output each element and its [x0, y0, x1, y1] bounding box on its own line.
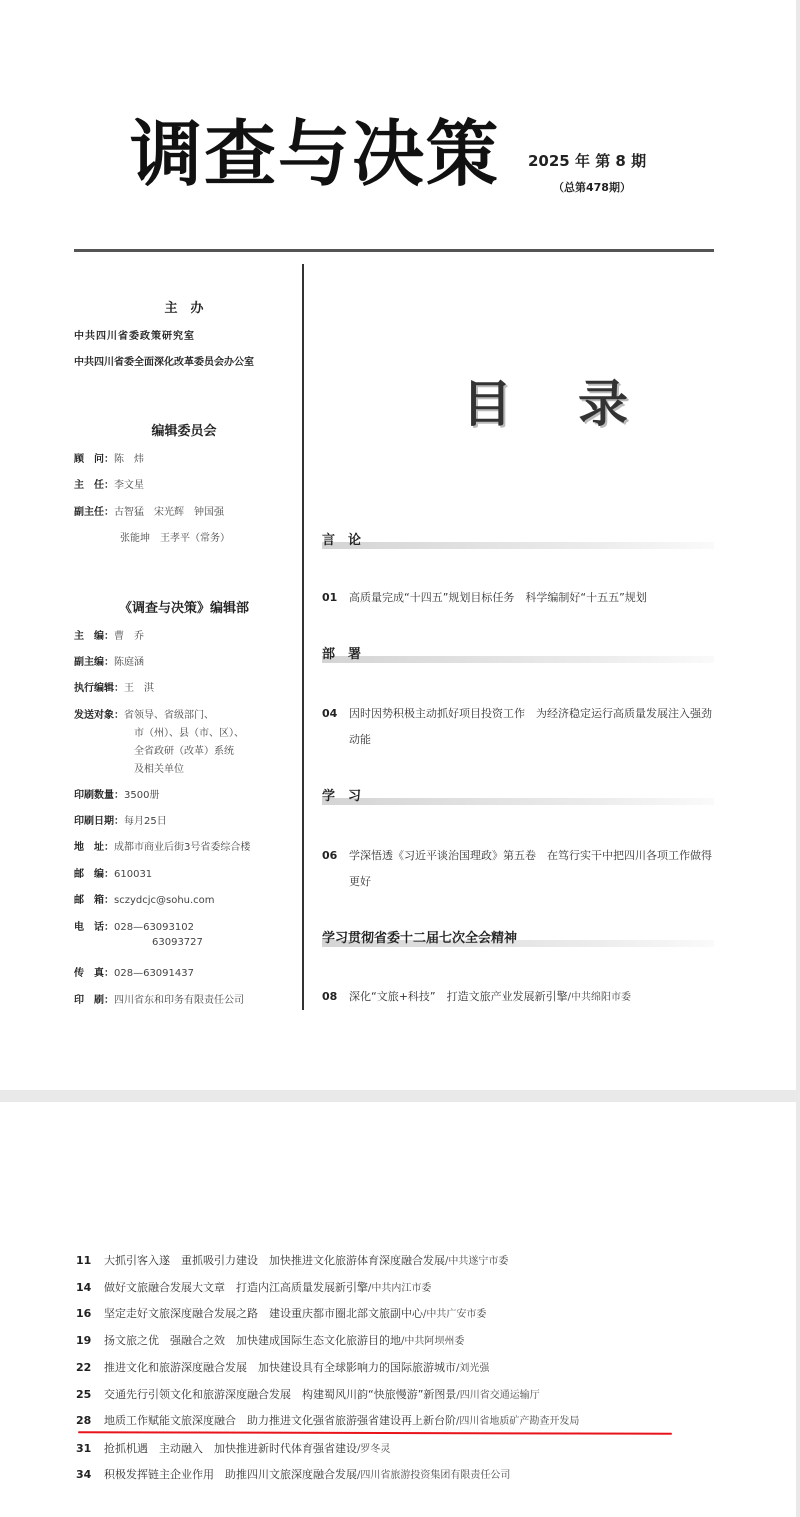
- editorial-title: 《调查与决策》编辑部: [118, 601, 249, 616]
- entry-author: /罗冬灵: [357, 1444, 391, 1455]
- send-continuation: 市（州）、县（市、区）、: [134, 728, 244, 739]
- row-label: 发送对象：: [74, 710, 124, 721]
- toc-category: [322, 529, 714, 549]
- editorial-row: [74, 627, 144, 642]
- row-value: 610031: [114, 869, 153, 880]
- entry-title: 抢抓机遇 主动融入 加快推进新时代体育强省建设: [104, 1442, 357, 1455]
- page-number: 04: [322, 707, 338, 720]
- category-label: 学 习: [322, 789, 362, 804]
- entry-author: /中共绵阳市委: [567, 992, 631, 1003]
- column-divider: [302, 264, 304, 1010]
- row-label: 印刷日期：: [74, 816, 124, 827]
- toc-title: 目 录: [462, 375, 636, 433]
- entry-author: /四川省旅游投资集团有限责任公司: [357, 1470, 511, 1481]
- row-label: 主 任：: [74, 480, 114, 491]
- issue-number: 2025 年 第 8 期: [528, 152, 647, 170]
- entry-title: [349, 984, 714, 1011]
- row-label: 邮 箱：: [74, 895, 114, 906]
- editorial-row: [74, 991, 244, 1006]
- row-value: 成都市商业后街3号省委综合楼: [114, 842, 251, 853]
- category-bar: [322, 542, 714, 549]
- row-label: 执行编辑：: [74, 683, 124, 694]
- editorial-row: [74, 653, 144, 668]
- toc-entry[interactable]: [76, 1252, 736, 1268]
- entry-title: 大抓引客入遂 重抓吸引力建设 加快推进文化旅游体育深度融合发展: [104, 1254, 445, 1267]
- committee-title: 编辑委员会: [151, 424, 217, 439]
- toc-entry[interactable]: [76, 1359, 736, 1375]
- row-value: 陈庭涵: [114, 657, 144, 668]
- toc-entry[interactable]: [76, 1466, 736, 1482]
- page-number: 16: [76, 1307, 92, 1320]
- row-label: 顾 问：: [74, 454, 114, 465]
- entry-author: /中共遂宁市委: [445, 1256, 509, 1267]
- committee-row: [74, 503, 224, 518]
- row-label: 地 址：: [74, 842, 114, 853]
- entry-author: /四川省地质矿产勘查开发局: [456, 1416, 580, 1427]
- entry-title: 做好文旅融合发展大文章 打造内江高质量发展新引擎: [104, 1281, 368, 1294]
- entry-title: 地质工作赋能文旅深度融合 助力推进文化强省旅游强省建设再上新台阶: [104, 1414, 456, 1427]
- toc-category: [322, 785, 714, 805]
- committee-row: [74, 476, 144, 491]
- entry-author: /四川省交通运输厅: [456, 1390, 540, 1401]
- editorial-row: [74, 838, 250, 853]
- row-value: 3500册: [124, 790, 160, 801]
- row-value: 王 淇: [124, 683, 154, 694]
- row-value: 028—63093102: [114, 922, 194, 933]
- category-bar: [322, 656, 714, 663]
- editorial-row: [74, 865, 152, 880]
- editorial-row: [74, 706, 214, 721]
- phone-continuation: 63093727: [152, 937, 203, 948]
- row-value: 曹 乔: [114, 631, 144, 642]
- sponsor-org-2: 中共四川省委全面深化改革委员会办公室: [74, 357, 254, 368]
- toc-entry[interactable]: [76, 1386, 736, 1402]
- entry-title: 高质量完成“十四五”规划目标任务 科学编制好“十五五”规划: [349, 591, 647, 604]
- entry-title: 因时因势积极主动抓好项目投资工作 为经济稳定运行高质量发展注入强劲动能: [349, 707, 712, 746]
- page-number: 01: [322, 591, 338, 604]
- toc-entry[interactable]: [76, 1440, 736, 1456]
- row-label: 传 真：: [74, 968, 114, 979]
- entry-author: /中共阿坝州委: [401, 1336, 465, 1347]
- entry-title: 扬文旅之优 强融合之效 加快建成国际生态文化旅游目的地: [104, 1334, 401, 1347]
- row-value: 四川省东和印务有限责任公司: [114, 995, 244, 1006]
- issue-total: （总第478期）: [553, 181, 631, 194]
- row-value: 028—63091437: [114, 968, 194, 979]
- entry-title: 学深悟透《习近平谈治国理政》第五卷 在笃行实干中把四川各项工作做得更好: [349, 849, 712, 888]
- editorial-row: [74, 786, 159, 801]
- sponsor-org-1: 中共四川省委政策研究室: [74, 331, 195, 342]
- row-label: 副主任：: [74, 507, 114, 518]
- entry-title: 积极发挥链主企业作用 助推四川文旅深度融合发展: [104, 1468, 357, 1481]
- row-label: 印 刷：: [74, 995, 114, 1006]
- page-number: 08: [322, 990, 338, 1003]
- toc-category: [322, 643, 714, 663]
- row-label: 副主编：: [74, 657, 114, 668]
- page-number: 31: [76, 1442, 92, 1455]
- entry-title: 交通先行引领文化和旅游深度融合发展 构建蜀风川韵“快旅慢游”新图景: [104, 1388, 457, 1401]
- page-number: 25: [76, 1388, 92, 1401]
- category-label: 学习贯彻省委十二届七次全会精神: [322, 931, 518, 946]
- entry-title: 坚定走好文旅深度融合发展之路 建设重庆都市圈北部文旅副中心: [104, 1307, 423, 1320]
- category-label: 言 论: [322, 533, 362, 548]
- entry-author: /中共广安市委: [423, 1309, 487, 1320]
- row-value: 省领导、省级部门、: [124, 710, 214, 721]
- row-value: sczydcjc@sohu.com: [114, 895, 215, 906]
- editorial-row: [74, 964, 194, 979]
- masthead-logo: 调查与决策: [130, 111, 501, 196]
- category-label: 部 署: [322, 647, 362, 662]
- page-number: 06: [322, 849, 338, 862]
- header-rule: [74, 249, 714, 252]
- committee-continuation: 张能坤 王孝平（常务）: [120, 533, 230, 544]
- editorial-row: [74, 812, 167, 827]
- page-number: 19: [76, 1334, 92, 1347]
- page-number: 34: [76, 1468, 92, 1481]
- toc-entry-highlighted[interactable]: [76, 1412, 736, 1428]
- row-label: 邮 编：: [74, 869, 114, 880]
- entry-author: /中共内江市委: [368, 1283, 432, 1294]
- entry-title: 推进文化和旅游深度融合发展 加快建设具有全球影响力的国际旅游城市: [104, 1361, 456, 1374]
- page-number: 28: [76, 1414, 92, 1427]
- send-continuation: 及相关单位: [134, 764, 184, 775]
- page-number: 11: [76, 1254, 92, 1267]
- toc-entry[interactable]: [76, 1279, 736, 1295]
- toc-entry[interactable]: [76, 1332, 736, 1348]
- sponsor-title: 主 办: [164, 301, 204, 316]
- row-label: 主 编：: [74, 631, 114, 642]
- page-number: 22: [76, 1361, 92, 1374]
- row-value: 李文星: [114, 480, 144, 491]
- send-continuation: 全省政研（改革）系统: [134, 746, 234, 757]
- editorial-row: [74, 918, 194, 933]
- page-number: 14: [76, 1281, 92, 1294]
- row-label: 印刷数量：: [74, 790, 124, 801]
- row-value: 陈 炜: [114, 454, 144, 465]
- row-value: 每月25日: [124, 816, 167, 827]
- entry-author: /刘光强: [456, 1363, 490, 1374]
- row-value: 古智猛 宋光辉 钟国强: [114, 507, 224, 518]
- committee-row: [74, 450, 144, 465]
- toc-category: [322, 927, 714, 947]
- editorial-row: [74, 891, 215, 906]
- row-label: 电 话：: [74, 922, 114, 933]
- editorial-row: [74, 679, 154, 694]
- category-bar: [322, 798, 714, 805]
- toc-entry[interactable]: [76, 1305, 736, 1321]
- entry-text: 深化“文旅+科技” 打造文旅产业发展新引擎: [349, 990, 568, 1003]
